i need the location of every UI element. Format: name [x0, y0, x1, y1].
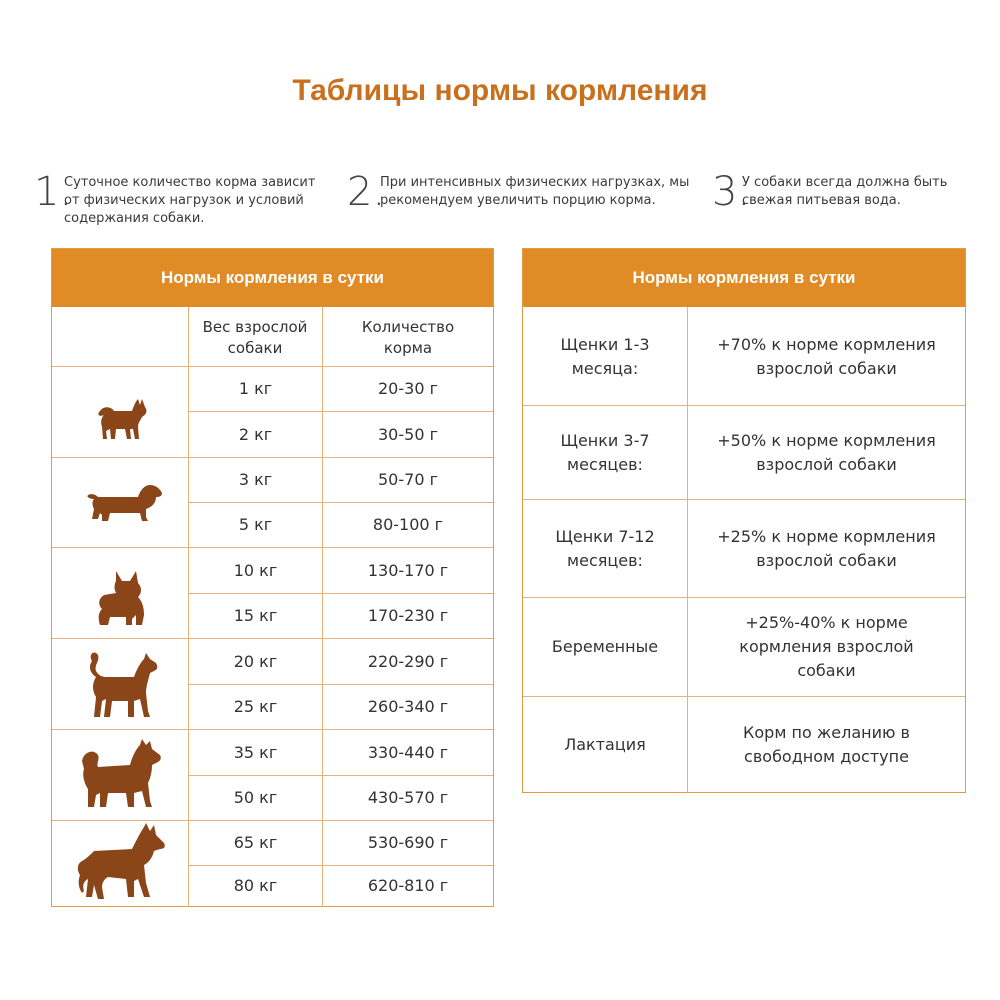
weight-cell: 20 кг — [233, 651, 278, 671]
category-cell: Щенки 1-3 месяца: — [560, 334, 650, 378]
column-header-amount: Количество корма — [361, 318, 455, 357]
note-number: 3. — [712, 169, 751, 215]
weight-cell: 2 кг — [238, 424, 273, 444]
amount-cell: 30-50 г — [378, 424, 438, 444]
dachshund-icon — [86, 481, 164, 527]
amount-cell: 130-170 г — [367, 560, 449, 580]
note-text: Суточное количество корма зависит от физических нагрузок и условий содержания собаки. — [64, 175, 316, 226]
norm-cell: Корм по желанию в свободном доступе — [743, 723, 910, 766]
note-2 — [347, 170, 707, 230]
note-number: 2. — [347, 169, 386, 215]
amount-cell: 170-230 г — [367, 606, 449, 625]
weight-cell: 15 кг — [233, 606, 278, 625]
norm-cell: +50% к норме кормления взрослой собаки — [717, 430, 936, 474]
amount-cell: 620-810 г — [367, 876, 449, 895]
table-header: Нормы кормления в сутки — [52, 249, 493, 307]
amount-cell: 20-30 г — [378, 379, 438, 398]
category-cell: Щенки 3-7 месяцев: — [560, 430, 650, 474]
feeding-weight-table — [51, 248, 494, 907]
weight-cell: 10 кг — [233, 560, 278, 580]
amount-cell: 220-290 г — [367, 651, 449, 671]
weight-cell: 25 кг — [233, 697, 278, 716]
note-text: У собаки всегда должна быть свежая питьевая вода. — [742, 175, 948, 208]
category-cell: Щенки 7-12 месяцев: — [555, 526, 655, 570]
chihuahua-icon — [94, 395, 150, 445]
amount-cell: 330-440 г — [367, 742, 449, 762]
note-number: 1. — [34, 169, 73, 215]
table-header: Нормы кормления в сутки — [523, 249, 965, 307]
weight-cell: 3 кг — [238, 470, 273, 489]
note-1 — [34, 170, 334, 230]
weight-cell: 5 кг — [238, 515, 273, 534]
amount-cell: 260-340 г — [367, 697, 449, 716]
husky-icon — [80, 739, 164, 811]
weight-cell: 35 кг — [233, 742, 278, 762]
page-title: Таблицы нормы кормления — [292, 74, 708, 107]
weight-cell: 1 кг — [238, 379, 273, 398]
amount-cell: 50-70 г — [378, 470, 438, 489]
norm-cell: +70% к норме кормления взрослой собаки — [717, 334, 936, 378]
category-cell: Лактация — [564, 735, 646, 754]
shiba-icon — [86, 651, 160, 723]
amount-cell: 430-570 г — [367, 788, 449, 807]
norm-cell: +25%-40% к норме кормления взрослой собаки — [739, 613, 914, 680]
weight-cell: 50 кг — [233, 788, 278, 807]
feeding-category-table — [522, 248, 966, 793]
note-text: При интенсивных физических нагрузках, мы рекомендуем увеличить порцию корма. — [380, 175, 690, 208]
shepherd-icon — [76, 823, 168, 905]
norm-cell: +25% к норме кормления взрослой собаки — [717, 526, 936, 570]
french-bulldog-icon — [94, 569, 148, 629]
amount-cell: 530-690 г — [367, 833, 449, 852]
weight-cell: 80 кг — [233, 876, 278, 895]
category-cell: Беременные — [551, 637, 659, 656]
amount-cell: 80-100 г — [372, 515, 444, 534]
column-header-weight: Вес взрослой собаки — [202, 318, 308, 357]
weight-cell: 65 кг — [233, 833, 278, 852]
note-3 — [712, 170, 972, 230]
